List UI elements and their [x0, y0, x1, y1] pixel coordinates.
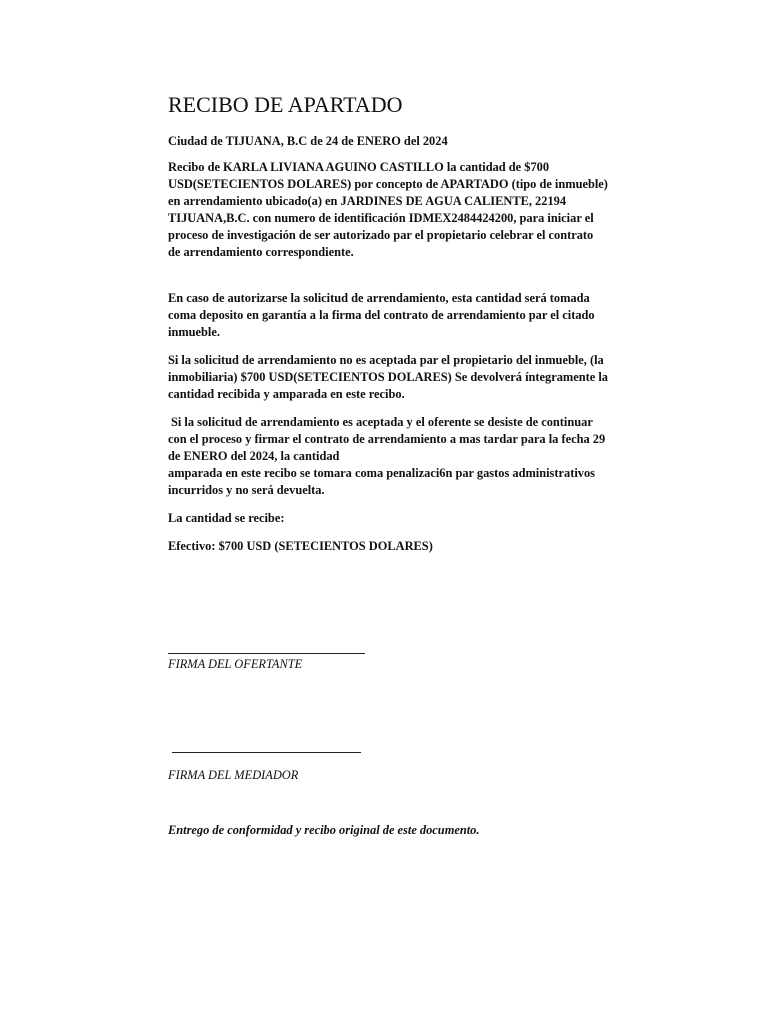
penalty-paragraph-part-1: Si la solicitud de arrendamiento es aceptada y el oferente se desiste de continuar con el proceso y firmar el contrato de arrendamiento a mas tardar para la fecha 29 de ENERO del 2024, la cantidad: [168, 415, 606, 463]
amount-detail: Efectivo: $700 USD (SETECIENTOS DOLARES): [168, 539, 433, 553]
closing-note: Entrego de conformidad y recibo original de este documento.: [168, 823, 480, 837]
amount-intro: La cantidad se recibe:: [168, 511, 285, 525]
guarantee-paragraph: En caso de autorizarse la solicitud de arrendamiento, esta cantidad será tomada coma deposito en garantía a la firma del contrato de arrendamiento par el citado inmueble.: [168, 291, 595, 339]
refund-paragraph: Si la solicitud de arrendamiento no es aceptada par el propietario del inmueble, (la inmobiliaria) $700 USD(SETECIENTOS DOLARES) Se devolverá íntegramente la cantidad recibida y amparada en este recibo.: [168, 353, 609, 401]
offerer-signature-label: FIRMA DEL OFERTANTE: [168, 657, 303, 671]
document-title: RECIBO DE APARTADO: [168, 92, 403, 117]
mediator-signature-label: FIRMA DEL MEDIADOR: [168, 768, 299, 782]
location-date: Ciudad de TIJUANA, B.C de 24 de ENERO del 2024: [168, 134, 448, 148]
mediator-signature-line: [172, 752, 361, 753]
penalty-paragraph-part-2: amparada en este recibo se tomara coma penalizaci6n par gastos administrativos incurridos y no será devuelta.: [168, 466, 595, 497]
offerer-signature-line: [168, 653, 365, 654]
receipt-paragraph: Recibo de KARLA LIVIANA AGUINO CASTILLO la cantidad de $700 USD(SETECIENTOS DOLARES) por concepto de APARTADO (tipo de inmueble) en arrendamiento ubicado(a) en JARDINES DE AGUA CALIENTE, 22194 TIJUANA,B.C. con numero de identificación IDMEX2484424200, para iniciar el proceso de investigación de ser autorizado par el propietario celebrar el contrato de arrendamiento correspondiente.: [168, 160, 608, 259]
